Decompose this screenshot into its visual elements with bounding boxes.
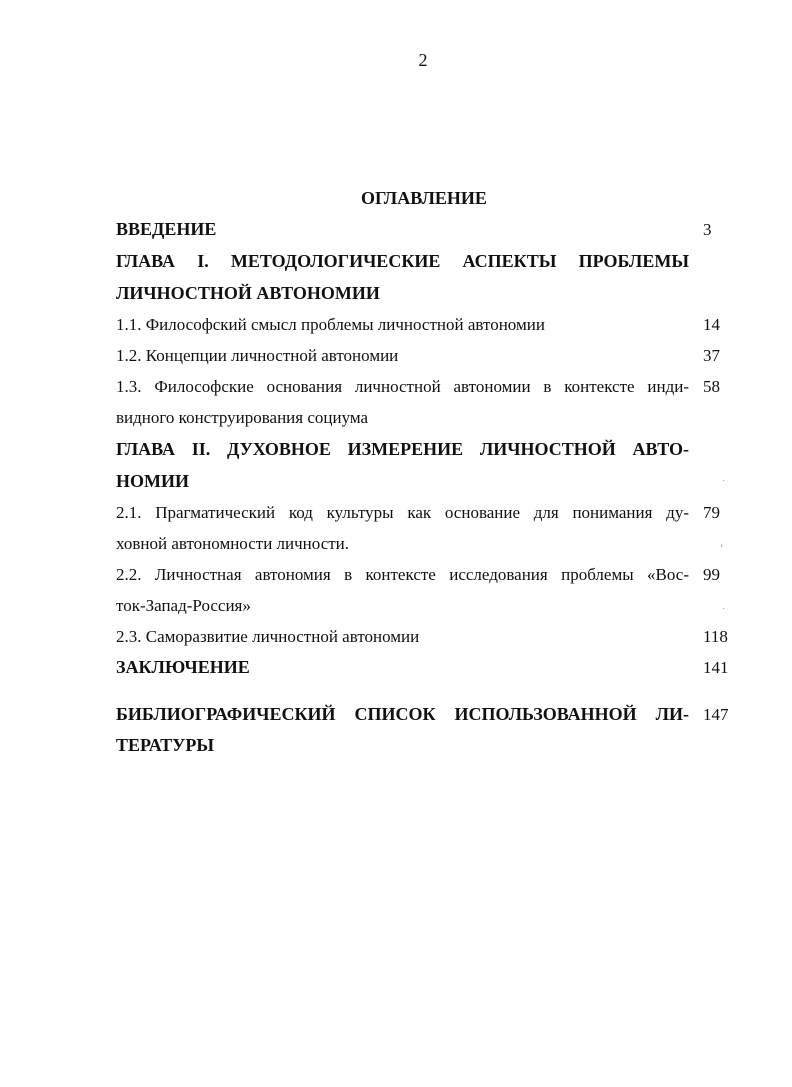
- toc-entry-section-2-2: [116, 559, 732, 621]
- toc-entry-line: 2.3. Саморазвитие личностной автономии: [116, 627, 420, 646]
- scan-speck: ·: [722, 604, 726, 615]
- toc-entry-page: 79: [703, 503, 720, 522]
- toc-entry-line: ховной автономности личности.: [116, 534, 350, 553]
- toc-entry-section-1-3: [116, 371, 732, 433]
- toc-entry-section-1-2: [116, 340, 732, 371]
- scan-speck: ‹: [720, 540, 724, 551]
- toc-entry-line: НОМИИ: [116, 471, 189, 491]
- scan-speck: ·: [722, 476, 726, 487]
- toc-entry-page: 37: [703, 346, 720, 365]
- toc-entry-chapter-1: [116, 245, 732, 309]
- spacer: [116, 683, 732, 699]
- page-number: 2: [418, 50, 428, 70]
- toc-entry-page: 147: [703, 705, 729, 724]
- toc-entry-page: 99: [703, 565, 720, 584]
- toc-entry-page: 3: [703, 220, 712, 239]
- toc-entry-line: ГЛАВА I. МЕТОДОЛОГИЧЕСКИЕ АСПЕКТЫ ПРОБЛЕМЫ: [116, 251, 689, 271]
- toc-entry-section-1-1: [116, 309, 732, 340]
- toc-entry-line: ЛИЧНОСТНОЙ АВТОНОМИИ: [116, 283, 380, 303]
- toc-entry-conclusion: [116, 652, 732, 683]
- toc-entry-introduction: [116, 214, 732, 245]
- toc-entry-section-2-1: [116, 497, 732, 559]
- toc-entry-line: видного конструирования социума: [116, 408, 369, 427]
- toc-entry-chapter-2: [116, 433, 732, 497]
- toc-entry-line: ВВЕДЕНИЕ: [116, 219, 217, 239]
- toc-entry-line: ток-Запад-Россия»: [116, 596, 251, 615]
- toc-entry-page: 141: [703, 658, 729, 677]
- toc-entry-bibliography: [116, 699, 732, 761]
- toc-entry-line: БИБЛИОГРАФИЧЕСКИЙ СПИСОК ИСПОЛЬЗОВАННОЙ ЛИ-: [116, 704, 689, 724]
- toc-entry-page: 14: [703, 315, 720, 334]
- toc-entry-line: ЗАКЛЮЧЕНИЕ: [116, 657, 250, 677]
- toc-entry-line: 2.1. Прагматический код культуры как основание для понимания ду-: [116, 503, 689, 522]
- toc-entry-line: ТЕРАТУРЫ: [116, 735, 215, 755]
- toc-entry-line: 2.2. Личностная автономия в контексте исследования проблемы «Вос-: [116, 565, 689, 584]
- toc-entry-line: ГЛАВА II. ДУХОВНОЕ ИЗМЕРЕНИЕ ЛИЧНОСТНОЙ АВТО-: [116, 439, 689, 459]
- toc-entry-line: 1.3. Философские основания личностной автономии в контексте инди-: [116, 377, 689, 396]
- toc-entry-section-2-3: [116, 621, 732, 652]
- toc-title: ОГЛАВЛЕНИЕ: [361, 188, 487, 208]
- toc-entry-page: 118: [703, 627, 728, 646]
- table-of-contents: [116, 214, 732, 761]
- toc-entry-page: 58: [703, 377, 720, 396]
- toc-entry-line: 1.2. Концепции личностной автономии: [116, 346, 399, 365]
- toc-entry-line: 1.1. Философский смысл проблемы личностной автономии: [116, 315, 545, 334]
